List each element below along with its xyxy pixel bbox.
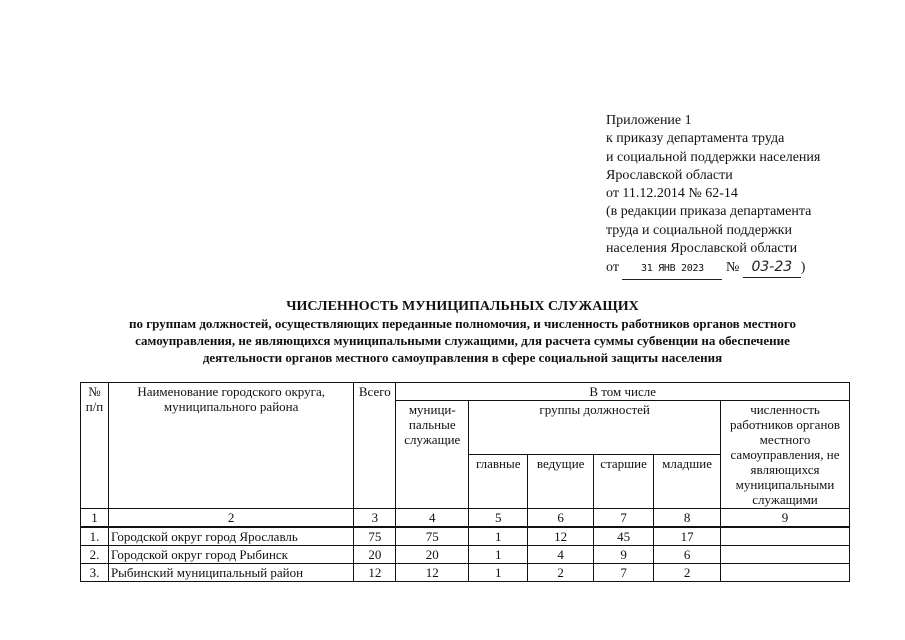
row-number: 1. xyxy=(81,527,109,546)
header-junior: младшие xyxy=(654,455,721,509)
appendix-line: (в редакции приказа департамента xyxy=(606,204,812,220)
header-num: № п/п xyxy=(81,383,109,509)
column-number: 9 xyxy=(721,509,850,528)
header-total: Всего xyxy=(354,383,396,509)
row-leading: 4 xyxy=(528,546,594,564)
column-number-row xyxy=(81,509,850,528)
appendix-line: Приложение 1 xyxy=(606,113,692,128)
row-senior: 9 xyxy=(594,546,654,564)
column-number: 1 xyxy=(81,509,109,528)
appendix-block xyxy=(606,112,896,280)
closing-bracket: ) xyxy=(800,260,806,276)
column-number: 6 xyxy=(528,509,594,528)
header-chief: главные xyxy=(469,455,528,509)
appendix-line: труда и социальной поддержки xyxy=(606,222,792,238)
row-junior: 6 xyxy=(654,546,721,564)
appendix-line: к приказу департамента труда xyxy=(606,131,785,147)
header-municipal: муници-пальные служащие xyxy=(396,401,469,509)
header-including: В том числе xyxy=(396,383,850,401)
row-municipal: 20 xyxy=(396,546,469,564)
staff-table xyxy=(80,382,850,582)
row-district-name: Рыбинский муниципальный район xyxy=(108,564,353,582)
column-number: 7 xyxy=(594,509,654,528)
row-chief: 1 xyxy=(469,546,528,564)
row-chief: 1 xyxy=(469,564,528,582)
row-district-name: Городской округ город Рыбинск xyxy=(108,546,353,564)
row-number: 2. xyxy=(81,546,109,564)
row-municipal: 75 xyxy=(396,527,469,546)
column-number: 5 xyxy=(469,509,528,528)
row-junior: 17 xyxy=(654,527,721,546)
row-junior: 2 xyxy=(654,564,721,582)
row-chief: 1 xyxy=(469,527,528,546)
title-main: ЧИСЛЕННОСТЬ МУНИЦИПАЛЬНЫХ СЛУЖАЩИХ xyxy=(286,299,639,314)
row-leading: 2 xyxy=(528,564,594,582)
row-other-staff xyxy=(721,527,850,546)
table-row xyxy=(81,546,850,564)
header-senior: старшие xyxy=(594,455,654,509)
row-municipal: 12 xyxy=(396,564,469,582)
appendix-line: Ярославской области xyxy=(606,167,733,183)
row-leading: 12 xyxy=(528,527,594,546)
row-senior: 7 xyxy=(594,564,654,582)
title-sub-line: деятельности органов местного самоуправления в сфере социальной защиты населения xyxy=(202,350,723,365)
header-name: Наименование городского округа, муниципального района xyxy=(108,383,353,509)
appendix-line: населения Ярославской области xyxy=(606,241,798,257)
row-other-staff xyxy=(721,546,850,564)
row-total: 75 xyxy=(354,527,396,546)
column-number: 4 xyxy=(396,509,469,528)
header-other-staff: численность работников органов местного самоуправления, не являющихся муниципальными служащими xyxy=(721,401,850,509)
appendix-line: от 11.12.2014 № 62-14 xyxy=(606,186,738,202)
number-prefix: № xyxy=(725,260,740,276)
title-sub-line: по группам должностей, осуществляющих переданные полномочия, и численность работников органов местного xyxy=(129,316,796,331)
row-district-name: Городской округ город Ярославль xyxy=(108,527,353,546)
header-groups: группы должностей xyxy=(469,401,721,455)
column-number: 8 xyxy=(654,509,721,528)
handwritten-number: 03-23 xyxy=(743,258,801,277)
appendix-line: и социальной поддержки населения xyxy=(606,149,821,165)
column-number: 3 xyxy=(354,509,396,528)
date-stamp: 31 ЯНВ 2023 xyxy=(622,260,722,279)
row-total: 20 xyxy=(354,546,396,564)
row-total: 12 xyxy=(354,564,396,582)
date-prefix: от xyxy=(606,260,619,276)
table-row xyxy=(81,527,850,546)
row-senior: 45 xyxy=(594,527,654,546)
row-number: 3. xyxy=(81,564,109,582)
title-sub-line: самоуправления, не являющихся муниципальными служащими, для расчета суммы субвенции на обеспечение xyxy=(135,333,790,348)
document-title xyxy=(40,298,885,366)
header-leading: ведущие xyxy=(528,455,594,509)
table-row xyxy=(81,564,850,582)
amendment-date-line xyxy=(606,258,896,279)
row-other-staff xyxy=(721,564,850,582)
column-number: 2 xyxy=(108,509,353,528)
